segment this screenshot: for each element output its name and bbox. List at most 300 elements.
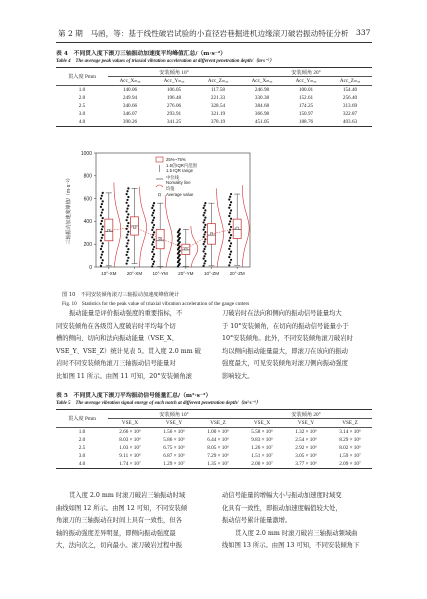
normal-curve (191, 226, 198, 267)
table5-row (56, 452, 372, 460)
normal-curve (140, 187, 147, 267)
data-point (152, 212, 154, 214)
data-point (203, 233, 205, 235)
text-line: 化具有一致性，即振动加速度幅值较大处， (222, 504, 342, 512)
data-point (151, 258, 153, 260)
table4-cell: 403.63 (328, 118, 372, 127)
table5-row-header: 贯入度 Pmm (56, 410, 108, 428)
data-point (101, 211, 103, 213)
table4-row (56, 118, 372, 127)
data-point (127, 196, 129, 198)
data-point (100, 231, 102, 233)
data-point (203, 204, 205, 206)
table4-cell: 150.97 (298, 111, 314, 117)
table4-cell: 366.98 (254, 111, 270, 117)
data-point (203, 221, 205, 223)
text-line: VSE_Y、VSE_Z）统计见表 5。贯入度 2.0 mm 破 (56, 347, 201, 355)
data-point (152, 219, 154, 221)
data-point (179, 254, 181, 256)
table4-cell: 321.19 (210, 111, 226, 117)
table5-col: VSE_Z (328, 419, 372, 428)
data-point (151, 207, 153, 209)
x-category-label: 10°-YM (152, 271, 168, 276)
data-point (230, 193, 232, 195)
table4-cell: 328.54 (210, 103, 226, 109)
table5-cell: 2.66 × 10⁶ (119, 429, 141, 435)
data-point (228, 207, 230, 209)
data-point (204, 238, 206, 240)
data-point (230, 259, 232, 261)
table5-cell: 2.09 × 10⁷ (328, 460, 372, 469)
data-point (203, 258, 205, 260)
table5-group-10: 安装倾角 10° (108, 410, 240, 419)
table4-cell: 2.0 (78, 95, 86, 101)
data-point (126, 216, 128, 218)
table4-cell: 293.91 (166, 111, 182, 117)
data-point (151, 214, 153, 216)
table4-cell: 346.07 (122, 111, 138, 117)
data-point (126, 254, 128, 256)
data-point (101, 262, 103, 264)
data-point (152, 226, 154, 228)
table4-cell: 256.40 (342, 95, 358, 101)
data-point (230, 209, 232, 211)
data-point (203, 255, 205, 257)
table5-row (56, 436, 372, 444)
table5-cell: 3.05 × 10⁶ (295, 453, 317, 459)
table5-cell: 2.92 × 10⁶ (295, 445, 317, 451)
table4-cell: 100.01 (298, 87, 314, 93)
table5-cell: 6.87 × 10⁶ (163, 453, 185, 459)
table5-cell: 3.77 × 10⁶ (284, 460, 328, 469)
data-point (153, 246, 155, 248)
data-point (228, 215, 230, 217)
data-point (230, 234, 232, 236)
data-point (100, 197, 102, 199)
data-point (179, 228, 181, 230)
data-point (229, 196, 231, 198)
data-point (229, 253, 231, 255)
legend-mean-icon (158, 194, 160, 196)
running-title: 第 2 期 马函，等：基于线性破岩试验的小直径岩巷掘进机边缘滚刀破岩振动特征分析 (58, 29, 349, 38)
text-line: 角滚刀的三轴振动在时间上具有一致性，但各 (56, 517, 182, 525)
data-point (229, 204, 231, 206)
data-point (101, 254, 103, 256)
table4-cell: 249.94 (122, 95, 138, 101)
table4-col: Acc_Zₘₐₓ (196, 77, 240, 86)
legend-label: Nomality line (166, 180, 191, 185)
data-point (203, 219, 205, 221)
data-point (151, 222, 153, 224)
legend-label: 1.5倍IQR内范围 (166, 163, 197, 168)
normal-curve (165, 195, 172, 267)
data-point (151, 265, 153, 267)
x-category-label: 20°-ZM (229, 271, 245, 276)
x-category-label: 20°-XM (126, 271, 143, 276)
table5-cell: 8.03 × 10⁶ (119, 437, 141, 443)
data-point (229, 237, 231, 239)
data-point (126, 219, 128, 221)
data-point (101, 203, 103, 205)
table5-cell: 1.32 × 10⁶ (295, 429, 317, 435)
table4-col: Acc_Zₘₐₓ (328, 77, 372, 86)
table4-col: Acc_Yₘₐₓ (284, 77, 328, 86)
legend-label: 中位线 (166, 175, 179, 180)
data-point (204, 202, 206, 204)
data-point (126, 236, 128, 238)
table4-col: Acc_Xₘₐₓ (108, 77, 152, 86)
table4-cell: 330.38 (254, 95, 270, 101)
data-point (101, 220, 103, 222)
legend-label: 25%~75% (166, 157, 186, 162)
table4-cell: 152.61 (298, 95, 314, 101)
data-point (100, 223, 102, 225)
table5-caption-en: Table 5 The average vibration signal energy of each notch at different penetration depth/（m²·s⁻³） (56, 401, 261, 406)
data-point (179, 237, 181, 239)
header-rule (56, 42, 372, 43)
data-point (127, 213, 129, 215)
table4-caption-en: Table 4 The average peak values of triaxial vibration acceleration at different penetration depth/（m·s⁻²） (56, 59, 274, 64)
legend-label: 均值 (166, 186, 175, 191)
table5-cell: 2.5 (78, 445, 86, 451)
data-point (203, 236, 205, 238)
data-point (102, 217, 104, 219)
table5-cell: 6.75 × 10⁶ (163, 445, 185, 451)
data-point (153, 231, 155, 233)
table5-cell: 9.11 × 10⁶ (119, 453, 141, 459)
data-point (152, 204, 154, 206)
body-left-column (56, 308, 201, 384)
data-point (127, 248, 129, 250)
data-point (153, 217, 155, 219)
data-point (101, 228, 103, 230)
text-line: 槽的侧向、切向和法向振动能量（VSE_X、 (56, 335, 178, 343)
data-point (203, 241, 205, 243)
data-point (179, 258, 181, 260)
data-point (100, 248, 102, 250)
data-point (152, 256, 154, 258)
data-point (228, 248, 230, 250)
data-point (179, 250, 181, 252)
legend-label: Average value (166, 192, 194, 197)
y-tick-label: 600 (83, 196, 92, 203)
page-number: 337 (356, 28, 371, 37)
data-point (102, 225, 104, 227)
data-point (102, 209, 104, 211)
data-point (229, 261, 231, 263)
table5-cell: 8.02 × 10⁶ (339, 445, 361, 451)
table5-cell: 3.0 (78, 453, 86, 459)
table5-cell: 1.59 × 10⁷ (339, 453, 361, 459)
data-point (203, 248, 205, 250)
data-point (153, 260, 155, 262)
y-tick-label: 200 (83, 242, 92, 248)
table4-cell: 451.05 (240, 118, 284, 127)
body-right-column (222, 308, 353, 384)
table5-col: VSE_X (240, 419, 284, 428)
legend-curve-icon (156, 185, 163, 187)
data-point (101, 245, 103, 247)
normal-curve (114, 182, 121, 267)
table5-group-20: 安装倾角 20° (240, 410, 372, 419)
data-point (228, 223, 230, 225)
figure10-caption-en: Fig. 10 Statistics for the peak value of triaxial vibration acceleration of the gauge cutters (62, 301, 250, 307)
data-point (126, 262, 128, 264)
table4-cell: 117.58 (210, 87, 226, 93)
table4-cell: 154.40 (342, 87, 358, 93)
figure10-caption-cn: 图 10 不同安装倾角滚刀三轴振动加速度峰值统计 (62, 292, 180, 298)
data-point (230, 250, 232, 252)
figure10-box-chart (56, 143, 372, 291)
data-point (228, 231, 230, 233)
data-point (179, 241, 181, 243)
text-line: 影响较大。 (222, 372, 254, 380)
table4-caption-cn: 表 4 不同贯入度下滚刀三轴振动加速度平均峰值汇总/（m·s⁻²） (56, 51, 227, 57)
table5-cell: 1.35 × 10⁷ (196, 460, 240, 469)
text-line: 比如图 11 所示。由图 11 可知，20°安装倾角滚 (56, 372, 192, 380)
text-line: 贯入度 2.0 mm 时滚刀破岩三轴振动频域曲 (235, 529, 358, 537)
data-point (102, 192, 104, 194)
table4-row-header: 贯入度 Pmm (56, 68, 108, 86)
data-point (151, 243, 153, 245)
data-point (127, 231, 129, 233)
data-point (100, 265, 102, 267)
data-point (102, 242, 104, 244)
data-point (153, 253, 155, 255)
data-point (204, 224, 206, 226)
bottom-left-column (56, 490, 187, 553)
table4-row (56, 86, 372, 95)
data-point (152, 248, 154, 250)
table4-cell: 140.06 (122, 87, 138, 93)
data-point (152, 263, 154, 265)
table5-cell: 8.05 × 10⁶ (207, 445, 229, 451)
table5-caption-cn: 表 5 不同贯入度下滚刀平均振动信号能量汇总/（m²·s⁻³） (56, 393, 212, 399)
data-point (126, 234, 128, 236)
data-point (152, 241, 154, 243)
table5-col: VSE_Z (196, 419, 240, 428)
data-point (228, 264, 230, 266)
normal-curve (242, 185, 249, 267)
data-point (151, 236, 153, 238)
data-point (228, 256, 230, 258)
data-point (204, 217, 206, 219)
table5-col: VSE_Y (152, 419, 196, 428)
data-point (126, 202, 128, 204)
y-tick-label: 400 (83, 219, 92, 226)
table4-row (56, 94, 372, 102)
data-point (127, 187, 129, 189)
table4-group-20: 安装倾角 20° (240, 68, 372, 77)
data-point (230, 218, 232, 220)
y-tick-label: 800 (83, 173, 92, 180)
table5-col: VSE_Y (284, 419, 328, 428)
data-point (203, 212, 205, 214)
data-point (100, 240, 102, 242)
data-point (203, 250, 205, 252)
data-point (153, 209, 155, 211)
data-point (126, 199, 128, 201)
table4-cell: 341.25 (152, 118, 196, 127)
data-point (228, 198, 230, 200)
text-line: 曲线如图 12 所示。由图 12 可知，不同安装倾 (56, 504, 188, 512)
data-point (127, 257, 129, 259)
table5-cell: 9.83 × 10⁶ (251, 437, 273, 443)
mean-marker (159, 237, 161, 239)
text-line: 轴的振动强度差异明显，即侧向振动强度最 (56, 529, 176, 537)
table4-cell: 221.33 (210, 95, 226, 101)
data-point (127, 239, 129, 241)
table5-cell: 1.56 × 10⁶ (163, 429, 185, 435)
data-point (203, 265, 205, 267)
data-point (203, 262, 205, 264)
text-line: 贯入度 2.0 mm 时滚刀破岩三轴振动时域 (69, 492, 186, 499)
table5-row (56, 460, 372, 469)
data-point (203, 229, 205, 231)
data-point (126, 193, 128, 195)
data-point (229, 220, 231, 222)
y-tick-label: 1000 (80, 150, 92, 157)
table5-cell: 6.44 × 10⁶ (207, 437, 229, 443)
y-tick-label: 0 (89, 264, 92, 271)
data-point (151, 229, 153, 231)
table5-cell: 1.51 × 10⁷ (251, 453, 273, 459)
data-point (102, 234, 104, 236)
data-point (126, 190, 128, 192)
text-line: 岩时不同安装倾角滚刀三轴振动信号能量对 (56, 360, 176, 368)
normal-curve (217, 188, 224, 267)
table4-cell: 378.19 (196, 118, 240, 127)
data-point (228, 240, 230, 242)
table5-cell: 5.86 × 10⁶ (163, 437, 185, 443)
table5-col: VSE_X (108, 419, 152, 428)
data-point (203, 214, 205, 216)
data-point (126, 207, 128, 209)
text-line: 动信号能量的增幅大小与振动加速度时域变 (222, 492, 342, 499)
text-line: 大，法向次之，切向最小。滚刀破岩过程中振 (56, 542, 182, 550)
text-line: 线如图 13 所示。由图 13 可知，不同安装倾角下 (222, 542, 360, 550)
data-point (204, 231, 206, 233)
table4 (56, 67, 372, 127)
text-line: 于 10°安装倾角，在切向的振动信号能量小于 (222, 322, 349, 330)
data-point (229, 245, 231, 247)
data-point (100, 214, 102, 216)
table4-cell: 276.06 (166, 103, 182, 109)
x-category-label: 20°-YM (178, 271, 194, 276)
table4-cell: 3.0 (78, 111, 86, 117)
table4-col: Acc_Xₘₐₓ (240, 77, 284, 86)
table4-cell: 188.76 (284, 118, 328, 127)
table4-cell: 2.5 (78, 103, 86, 109)
data-point (203, 243, 205, 245)
table5-row (56, 444, 372, 452)
table4-cell: 390.26 (108, 118, 152, 127)
table4-col: Acc_Yₘₐₓ (152, 77, 196, 86)
table5-cell: 1.03 × 10⁷ (119, 445, 141, 451)
text-line: 刀破岩时在法向和侧向的振动信号能量均大 (222, 310, 342, 317)
data-point (126, 210, 128, 212)
table5-cell: 1.00 × 10⁶ (207, 429, 229, 435)
table5-cell: 1.0 (78, 429, 86, 435)
table5-cell: 1.29 × 10⁷ (152, 460, 196, 469)
table4-row (56, 102, 372, 110)
data-point (230, 201, 232, 203)
x-category-label: 10°-ZM (203, 271, 220, 276)
table5-cell: 5.58 × 10⁶ (251, 429, 273, 435)
data-point (203, 207, 205, 209)
data-point (204, 209, 206, 211)
text-line: 振动信号累计能量激增。 (222, 517, 292, 525)
data-point (126, 245, 128, 247)
data-point (126, 242, 128, 244)
data-point (126, 260, 128, 262)
data-point (203, 226, 205, 228)
x-category-label: 10°-XM (101, 271, 117, 276)
data-point (151, 251, 153, 253)
data-point (127, 205, 129, 207)
table5-cell: 2.54 × 10⁶ (295, 437, 317, 443)
data-point (102, 251, 104, 253)
table5-cell: 3.14 × 10⁶ (339, 429, 361, 435)
table5-cell: 1.74 × 10⁷ (108, 460, 152, 469)
data-point (102, 259, 104, 261)
data-point (126, 251, 128, 253)
data-point (179, 262, 181, 264)
mean-marker (236, 227, 238, 229)
data-point (230, 242, 232, 244)
y-axis-label: 三轴振动加速度峰值/（m·s⁻²） (66, 175, 72, 245)
table4-cell: 313.69 (342, 103, 358, 109)
table5-cell: 2.0 (78, 437, 86, 443)
mean-trend-line (109, 227, 237, 249)
table4-cell: 196.48 (166, 95, 182, 101)
data-point (100, 206, 102, 208)
table5-cell: 2.00 × 10⁷ (240, 460, 284, 469)
table4-cell: 106.05 (166, 87, 182, 93)
data-point (230, 226, 232, 228)
text-line: 同安装倾角在各级贯入度破岩时平均每个切 (56, 322, 176, 330)
table4-cell: 174.25 (298, 103, 314, 109)
table4-cell: 384.68 (254, 103, 270, 109)
table4-cell: 340.66 (122, 103, 138, 109)
data-point (100, 256, 102, 258)
table4-cell: 246.98 (254, 87, 270, 93)
data-point (102, 200, 104, 202)
text-line: 振动能量是评价振动强度的重要指标，不 (69, 310, 183, 317)
data-point (101, 237, 103, 239)
data-point (127, 222, 129, 224)
data-point (204, 253, 206, 255)
table4-cell: 4.0 (56, 118, 108, 127)
data-point (153, 202, 155, 204)
data-point (153, 224, 155, 226)
table5-cell: 7.29 × 10⁶ (207, 453, 229, 459)
data-point (126, 225, 128, 227)
table5 (56, 409, 372, 469)
text-line: 10°安装倾角。此外，不同安装倾角滚刀破岩时 (222, 335, 353, 343)
data-point (204, 245, 206, 247)
table4-group-10: 安装倾角 10° (108, 68, 240, 77)
table4-cell: 322.87 (342, 111, 358, 117)
table5-cell: 4.0 (56, 460, 108, 469)
table4-cell: 1.0 (78, 87, 86, 93)
bottom-right-column (222, 490, 359, 553)
legend-box-icon (156, 157, 163, 162)
table5-cell: 8.29 × 10⁶ (339, 437, 361, 443)
table5-row (56, 428, 372, 437)
table4-row (56, 110, 372, 118)
text-line: 强度最大，可见安装倾角对滚刀侧向振动强度 (222, 360, 348, 368)
